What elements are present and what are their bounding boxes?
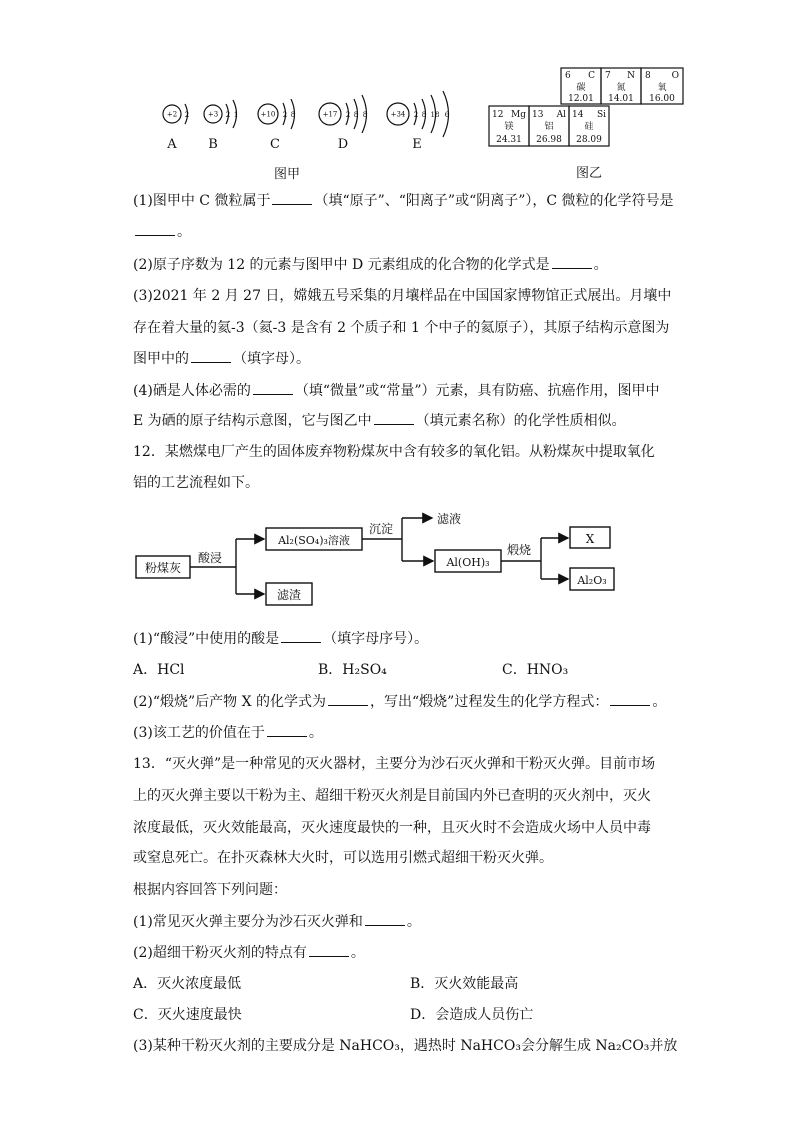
flow-calcine-label: 煅烧 xyxy=(507,543,532,557)
q11-part3-line1: (3)2021 年 2 月 27 日，嫦娥五号采集的月壤样品在中国国家博物馆正式展出。月壤中 xyxy=(133,288,672,304)
element-si-mass: 28.09 xyxy=(576,135,602,145)
q13-stem-line1: 13．“灭火弹”是一种常见的灭火器材，主要分为沙石灭火弹和干粉灭火弹。目前市场 xyxy=(133,756,656,772)
atom-d-shell-1: 2 xyxy=(345,111,351,119)
q13-part2-text-a: (2)超细干粉灭火剂的特点有 xyxy=(133,945,307,961)
q11-part2 xyxy=(133,254,608,275)
q13-stem-line2: 上的灭火弹主要以干粉为主、超细干粉灭火剂是目前国内外已查明的灭火剂中，灭火 xyxy=(133,788,651,804)
q12-stem-line1: 12．某燃煤电厂产生的固体废弃物粉煤灰中含有较多的氧化铝。从粉煤灰中提取氧化 xyxy=(133,444,655,460)
element-c-number: 6 xyxy=(565,71,571,81)
atom-b-shell-1: 2 xyxy=(225,111,231,119)
answer-blank[interactable] xyxy=(552,254,592,269)
atom-b-nucleus: +3 xyxy=(207,110,219,119)
atom-c-shell-1: 2 xyxy=(282,111,288,119)
q11-part2-text-b: 。 xyxy=(593,257,608,273)
element-n-name: 氮 xyxy=(616,83,626,93)
q13-part3: (3)某种干粉灭火剂的主要成分是 NaHCO₃，遇热时 NaHCO₃会分解生成 Na₂CO₃并放 xyxy=(133,1038,678,1054)
element-si-number: 14 xyxy=(572,110,584,120)
q13-stem-line3: 浓度最低，灭火效能最高，灭火速度最快的一种，且灭火时不会造成火场中人员中毒 xyxy=(133,820,651,836)
answer-blank[interactable] xyxy=(272,190,312,205)
q11-part4-text-a: (4)硒是人体必需的 xyxy=(133,383,251,399)
flow-sulfate-label: Al₂(SO₄)₃溶液 xyxy=(278,534,350,547)
q12-part3-text-a: (3)该工艺的价值在于 xyxy=(133,725,265,741)
element-mg-mass: 24.31 xyxy=(496,135,522,145)
q11-part1-text-c: 。 xyxy=(177,224,191,240)
atom-a-shell-1: 2 xyxy=(184,111,190,119)
q11-part4-line2 xyxy=(133,410,626,431)
atom-e-shell-3: 18 xyxy=(430,111,440,119)
figure-periodic-table xyxy=(485,62,705,187)
atom-e-shell-1: 2 xyxy=(413,111,419,119)
q11-part4-text-c: E 为硒的原子结构示意图，它与图乙中 xyxy=(133,413,372,429)
element-n-number: 7 xyxy=(605,71,611,81)
atom-e-shell-4: 6 xyxy=(444,111,450,119)
q11-part3-line2: 存在着大量的氦-3（氦-3 是含有 2 个质子和 1 个中子的氦原子），其原子结构示意图为 xyxy=(133,320,670,336)
answer-blank[interactable] xyxy=(610,691,650,706)
q11-part3-text-b: （填字母）。 xyxy=(233,351,310,367)
flow-fly-ash-label: 粉煤灰 xyxy=(144,561,182,575)
q13-part2-text-b: 。 xyxy=(350,945,365,961)
atom-d-shell-2: 8 xyxy=(353,111,359,119)
answer-blank[interactable] xyxy=(253,380,293,395)
q13-option-c[interactable]: C．灭火速度最快 xyxy=(133,1007,242,1023)
flow-alumina-label: Al₂O₃ xyxy=(577,574,607,587)
q13-stem-line4: 或窒息死亡。在扑灭森林大火时，可以选用引燃式超细干粉灭火弹。 xyxy=(133,850,553,866)
element-o-symbol: O xyxy=(671,71,679,81)
q13-part2 xyxy=(133,942,365,963)
atom-c-nucleus: +10 xyxy=(260,110,276,119)
q11-part3-line3 xyxy=(133,348,310,369)
atom-b-shell-2: 1 xyxy=(233,111,239,119)
element-n-symbol: N xyxy=(627,71,635,81)
flow-hydroxide-label: Al(OH)₃ xyxy=(446,556,490,569)
q13-option-d[interactable]: D．会造成人员伤亡 xyxy=(410,1007,534,1023)
atom-e-label: E xyxy=(412,137,422,152)
atom-c-label: C xyxy=(270,137,280,152)
figure-jia-caption: 图甲 xyxy=(273,167,301,182)
q12-part3 xyxy=(133,722,323,743)
element-o-name: 氧 xyxy=(657,83,667,93)
flow-residue-label: 滤渣 xyxy=(276,588,302,602)
element-mg-name: 镁 xyxy=(504,122,514,132)
q12-part1 xyxy=(133,628,428,649)
answer-blank[interactable] xyxy=(191,348,231,363)
q11-part4-line1 xyxy=(133,380,659,401)
figure-yi-caption: 图乙 xyxy=(575,166,603,181)
q12-part2 xyxy=(133,691,666,712)
q12-option-a[interactable]: A．HCl xyxy=(133,662,185,678)
q13-part1 xyxy=(133,911,421,932)
flow-x-label: X xyxy=(585,532,595,546)
element-n-mass: 14.01 xyxy=(608,94,634,104)
element-mg-number: 12 xyxy=(492,110,504,120)
element-si-name: 硅 xyxy=(584,122,594,132)
answer-blank[interactable] xyxy=(309,942,349,957)
answer-blank[interactable] xyxy=(267,722,307,737)
q13-instruction: 根据内容回答下列问题： xyxy=(133,882,287,898)
q12-part1-text-b: （填字母序号）。 xyxy=(323,631,429,647)
q13-option-a[interactable]: A．灭火浓度最低 xyxy=(133,976,242,992)
element-c-mass: 12.01 xyxy=(568,94,594,104)
element-o-number: 8 xyxy=(645,71,651,81)
element-si-symbol: Si xyxy=(596,110,606,120)
answer-blank[interactable] xyxy=(135,221,175,236)
atom-a-label: A xyxy=(167,137,177,152)
q13-option-b[interactable]: B．灭火效能最高 xyxy=(410,976,519,992)
q12-part2-text-b: ，写出“煅烧”过程发生的化学方程式： xyxy=(370,694,609,710)
flow-acid-leach-label: 酸浸 xyxy=(198,551,223,565)
element-al-mass: 26.98 xyxy=(536,135,562,145)
figure-atom-diagrams xyxy=(150,90,480,190)
atom-e-shell-2: 8 xyxy=(421,111,427,119)
element-al-number: 13 xyxy=(532,110,544,120)
q11-part4-text-b: （填“微量”或“常量”）元素，具有防癌、抗癌作用，图甲中 xyxy=(294,383,660,399)
q12-option-c[interactable]: C．HNO₃ xyxy=(502,662,569,678)
atom-d-label: D xyxy=(337,137,349,152)
q12-part2-text-c: 。 xyxy=(652,694,667,710)
q11-part2-text-a: (2)原子序数为 12 的元素与图甲中 D 元素组成的化合物的化学式是 xyxy=(133,257,550,273)
q11-part3-text-a: 图甲中的 xyxy=(133,351,189,367)
flow-precipitate-label: 沉淀 xyxy=(369,522,394,536)
q11-part1-text-b: （填“原子”、“阳离子”或“阴离子”），C 微粒的化学符号是 xyxy=(314,193,674,209)
element-al-symbol: Al xyxy=(556,110,566,120)
q12-part1-text-a: (1)“酸浸”中使用的酸是 xyxy=(133,631,280,647)
answer-blank[interactable] xyxy=(281,628,321,643)
element-o-mass: 16.00 xyxy=(649,94,675,104)
q13-part1-text-a: (1)常见灭火弹主要分为沙石灭火弹和 xyxy=(133,914,363,930)
q13-part1-text-b: 。 xyxy=(406,914,421,930)
q11-part1-text-a: (1)图甲中 C 微粒属于 xyxy=(133,193,271,209)
element-mg-symbol: Mg xyxy=(511,110,526,120)
q12-part2-text-a: (2)“煅烧”后产物 X 的化学式为 xyxy=(133,694,327,710)
q12-option-b[interactable]: B．H₂SO₄ xyxy=(318,662,387,678)
answer-blank[interactable] xyxy=(374,410,414,425)
atom-e-nucleus: +34 xyxy=(390,110,406,119)
q11-part1 xyxy=(133,190,674,211)
q11-part4-text-d: （填元素名称）的化学性质相似。 xyxy=(415,413,626,429)
atom-d-shell-3: 8 xyxy=(362,111,368,119)
atom-d-nucleus: +17 xyxy=(322,110,338,119)
atom-b-label: B xyxy=(208,137,218,152)
atom-a-nucleus: +2 xyxy=(166,110,178,119)
flow-filtrate-label: 滤液 xyxy=(437,512,462,526)
element-c-symbol: C xyxy=(588,71,595,81)
q11-part1-cont xyxy=(133,221,191,242)
element-c-name: 碳 xyxy=(576,83,586,93)
element-al-name: 铝 xyxy=(544,122,554,132)
q12-stem-line2: 铝的工艺流程如下。 xyxy=(133,475,259,491)
answer-blank[interactable] xyxy=(328,691,368,706)
atom-c-shell-2: 8 xyxy=(290,111,296,119)
q12-part3-text-b: 。 xyxy=(308,725,323,741)
answer-blank[interactable] xyxy=(365,911,405,926)
process-flow-diagram xyxy=(130,500,660,620)
